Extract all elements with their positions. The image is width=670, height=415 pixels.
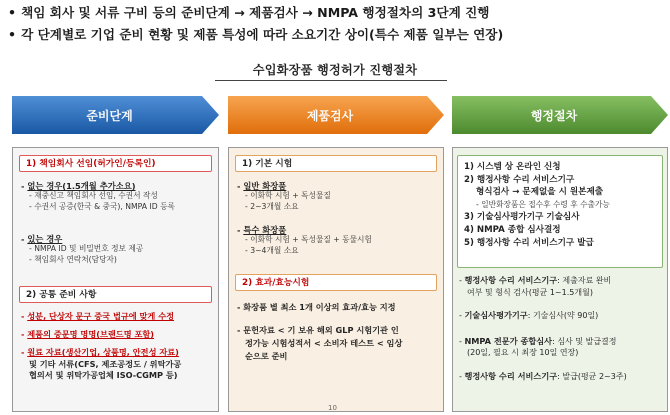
inspection-box-1-title: 1) 기본 시험 (242, 159, 293, 169)
stage-header-admin (452, 96, 668, 134)
admin-step-2-detail: 형식검사 → 문제없을 시 원본제출 (476, 187, 604, 198)
stage-label-inspection: 제품검사 (306, 108, 354, 123)
page-number: 10 (328, 404, 337, 412)
none-item-2: 수권서 공증(한국 & 중국), NMPA ID 등록 (34, 201, 175, 211)
admin-note-2: - 기술심사평가기구: 기술심사(약 90일) (459, 310, 599, 320)
stage-header-inspection (228, 96, 444, 134)
special-block: - 특수 화장품 - 이화학 시험 + 독성물질 + 동물시험 - 3~4개월 소요 (237, 225, 372, 255)
common-item-3: 원료 자료(생산기업, 상품명, 안전성 자료) (27, 347, 179, 357)
admin-note-1: - 행정사항 수리 서비스기구: 제출자료 완비 여부 및 형식 검사(평균 1~1.5개월) (459, 275, 667, 298)
have-item-1: NMPA ID 및 비밀번호 정보 제공 (34, 244, 144, 254)
inspection-box-1 (235, 155, 437, 172)
none-item-1: 재중신고 책임회사 선임, 수권서 작성 (34, 191, 158, 201)
inspection-box-2-title: 2) 효과/효능시험 (242, 278, 310, 288)
admin-note-3: - NMPA 전문가 종합심사: 심사 및 발급결정 (20일, 필요 시 최장 10일 연장) (459, 336, 667, 359)
general-head: 일반 화장품 (243, 181, 287, 191)
admin-step-2-note: 일반화장품은 접수후 수령 후 수출가능 (481, 199, 610, 209)
admin-note-4: - 행정사항 수리 서비스기구: 발급(평균 2~3주) (459, 370, 627, 381)
admin-step-1: 1) 시스템 상 온라인 신청 (464, 162, 561, 172)
general-block: - 일반 화장품 - 이화학 시험 + 독성물질 - 2~3개월 소요 (237, 181, 331, 211)
common-item-3-tail-1: 및 기타 서류(CFS, 제조공정도 / 위탁가공 (29, 359, 182, 369)
admin-notes (459, 275, 667, 382)
general-item-1: 이화학 시험 + 독성물질 (250, 191, 331, 201)
efficacy-item-2-line-2: 정가능 시험성적서 < 소비자 테스트 < 임상 (245, 338, 403, 348)
special-item-1: 이화학 시험 + 독성물질 + 동물시험 (250, 235, 372, 245)
prep-common-block: - 성분, 단상자 문구 중국 법규에 맞게 수정 - 제품의 중문명 명명(브랜드명 포함) - 원료 자료(생산기업, 상품명, 안전성 자료) 및 기타 서류(CFS, 제조공정도 / 위탁가공 협의서 및 위탁가공업체 ISO-CGMP 등) (21, 309, 217, 381)
common-item-2: 제품의 중문명 명명(브랜드명 포함) (27, 329, 155, 339)
special-item-2: 3~4개월 소요 (250, 245, 299, 255)
prep-none-block: - 없는 경우(1.5개월 추가소요) - 재중신고 책임회사 선임, 수권서 작성 - 수권서 공증(한국 & 중국), NMPA ID 등록 (21, 181, 175, 211)
prep-box-1 (19, 155, 212, 172)
summary-bullets (8, 2, 668, 46)
prep-column (12, 147, 219, 412)
efficacy-item-1: 화장품 별 최소 1개 이상의 효과/효능 지정 (243, 302, 396, 312)
admin-note-3-body: : 심사 및 발급결정 (552, 336, 617, 346)
admin-note-1-body: : 제출자료 완비 (557, 276, 612, 285)
prep-box-2-title: 2) 공통 준비 사항 (26, 290, 97, 300)
inspection-box-2 (235, 274, 437, 291)
efficacy-item-2-line-3: 순으로 준비 (245, 351, 288, 361)
admin-note-3-detail: (20일, 필요 시 최장 10일 연장) (467, 348, 579, 357)
general-item-2: 2~3개월 소요 (250, 201, 299, 211)
admin-note-1-head: 행정사항 수리 서비스기구 (464, 275, 558, 285)
admin-step-3: 3) 기술심사평가기구 기술심사 (464, 212, 580, 223)
admin-note-4-body: : 발급(평균 2~3주) (557, 371, 627, 381)
title-underline (215, 80, 447, 81)
stage-header-prep (12, 96, 219, 134)
special-head: 특수 화장품 (243, 225, 287, 235)
efficacy-block: - 화장품 별 최소 1개 이상의 효과/효능 지정 - 문헌자료 < 기 보유 해외 GLP 시험기관 인 정가능 시험성적서 < 소비자 테스트 < 임상 순으로 준비 (237, 301, 442, 363)
admin-note-3-head: NMPA 전문가 종합심사 (464, 335, 553, 346)
none-head: 없는 경우(1.5개월 추가소요) (27, 181, 136, 191)
prep-have-block: - 있는 경우 - NMPA ID 및 비밀번호 정보 제공 - 책임회사 연락처(담당자) (21, 234, 144, 264)
bullet-1: • 책임 회사 및 서류 구비 등의 준비단계 → 제품검사 → NMPA 행정절차의 3단계 진행 (8, 5, 490, 20)
inspection-column (228, 147, 444, 412)
admin-steps-box: 1) 시스템 상 온라인 신청 2) 행정사항 수리 서비스기구 형식검사 → 문제없을 시 원본제출 - 일반화장품은 접수후 수령 후 수출가능 3) 기술심사평가기구 기술심사 4) NMPA 종합 심사결정 5) 행정사항 수리 서비스기구 발급 (457, 155, 663, 268)
admin-note-1-detail: 여부 및 형식 검사(평균 1~1.5개월) (467, 287, 593, 297)
common-item-1: 성분, 단상자 문구 중국 법규에 맞게 수정 (27, 311, 175, 321)
admin-note-2-head: 기술심사평가기구 (464, 310, 528, 320)
admin-column (452, 147, 668, 412)
prep-box-2 (19, 286, 212, 303)
stage-label-prep: 준비단계 (86, 108, 133, 123)
efficacy-item-2-line-1: 문헌자료 < 기 보유 해외 GLP 시험기관 인 (243, 325, 399, 335)
admin-note-2-body: : 기술심사(약 90일) (527, 311, 599, 320)
bullet-1-text: 책임 회사 및 서류 구비 등의 준비단계 → 제품검사 → NMPA 행정절차의 3단계 진행 (21, 5, 490, 20)
admin-note-4-head: 행정사항 수리 서비스기구 (464, 370, 558, 381)
page-title: 수입화장품 행정허가 진행절차 (252, 63, 418, 77)
prep-box-1-title: 1) 책임회사 선임(허가인/등록인) (26, 159, 156, 169)
common-item-3-tail-2: 협의서 및 위탁가공업체 ISO-CGMP 등) (29, 370, 178, 380)
bullet-2-text: 각 단계별로 기업 준비 현황 및 제품 특성에 따라 소요기간 상이(특수 제품 일부는 연장) (21, 27, 504, 42)
have-item-2: 책임회사 연락처(담당자) (34, 254, 117, 264)
have-head: 있는 경우 (27, 234, 63, 244)
stage-label-admin: 행정절차 (530, 108, 578, 123)
admin-step-4: 4) NMPA 종합 심사결정 (464, 224, 561, 235)
admin-step-2: 2) 행정사항 수리 서비스기구 (464, 174, 575, 185)
bullet-2: • 각 단계별로 기업 준비 현황 및 제품 특성에 따라 소요기간 상이(특수 제품 일부는 연장) (8, 27, 504, 42)
admin-step-5: 5) 행정사항 수리 서비스기구 발급 (464, 237, 594, 248)
